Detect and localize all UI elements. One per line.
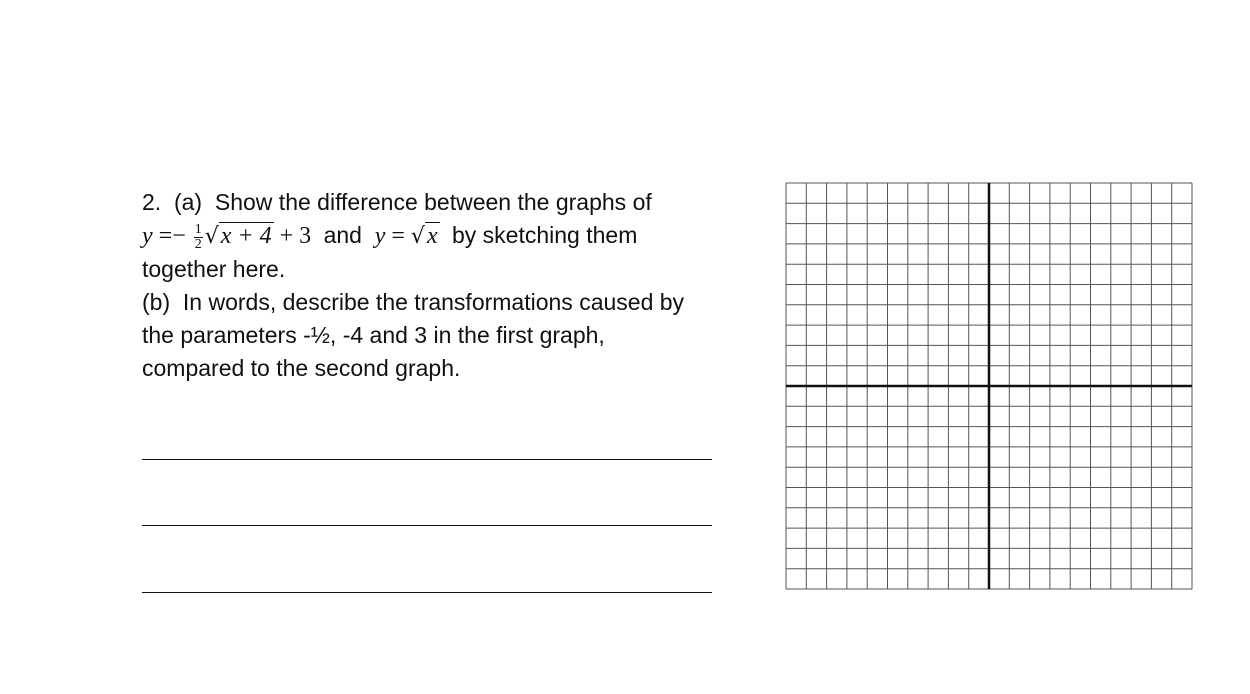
equation-2 — [375, 223, 446, 249]
eq1-fraction-numerator: 1 — [194, 221, 202, 237]
sqrt-symbol-icon: √ — [204, 224, 219, 249]
eq1-y: y — [142, 223, 153, 249]
part-b-text-1: In words, describe the transformations caused by — [182, 289, 685, 315]
eq1-fraction-denominator: 2 — [194, 236, 202, 252]
question-number: 2. — [142, 189, 162, 215]
sqrt-symbol-icon: √ — [410, 224, 425, 249]
eq1-radicand: x + 4 — [220, 223, 272, 249]
part-b-label: (b) — [142, 289, 171, 315]
part-a-intro: Show the difference between the graphs of — [214, 189, 652, 215]
part-a-line-2 — [142, 219, 752, 253]
question-2 — [142, 186, 752, 385]
eq1-tail: + 3 — [273, 223, 312, 249]
answer-line-1[interactable] — [142, 459, 712, 460]
part-b-line-1 — [142, 286, 752, 319]
and-word: and — [323, 222, 362, 248]
part-b-line-3: compared to the second graph. — [142, 355, 461, 381]
part-a-mid: by sketching them — [452, 222, 638, 248]
eq2-sqrt — [411, 223, 440, 249]
part-a-line-1 — [142, 186, 752, 219]
eq1-sqrt — [205, 223, 274, 249]
part-b-line-2: the parameters -½, -4 and 3 in the first graph, — [142, 322, 605, 348]
equation-1 — [142, 221, 317, 252]
eq1-equals: =− — [152, 223, 192, 249]
part-a-label: (a) — [173, 189, 203, 215]
eq2-equals: = — [385, 223, 411, 249]
answer-line-2[interactable] — [142, 525, 712, 526]
answer-line-3[interactable] — [142, 592, 712, 593]
eq2-y: y — [374, 223, 386, 249]
part-a-line-3: together here. — [142, 256, 286, 282]
coordinate-grid[interactable] — [785, 182, 1193, 590]
eq2-radicand: x — [426, 223, 438, 249]
eq1-fraction — [194, 223, 203, 252]
